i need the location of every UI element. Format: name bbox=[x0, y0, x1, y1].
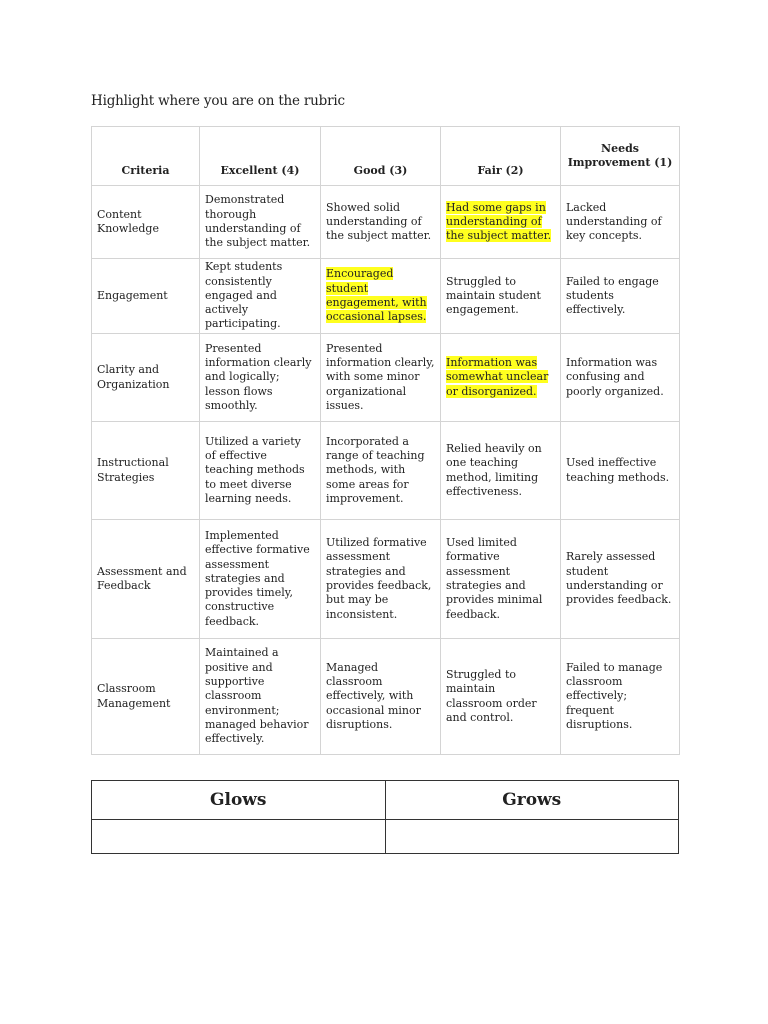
rubric-cell-needs[interactable] bbox=[561, 520, 680, 639]
rubric-cell-text: Had some gaps in understanding of the subject matter. bbox=[446, 200, 552, 243]
grows-field[interactable] bbox=[385, 820, 679, 854]
rubric-cell-needs[interactable] bbox=[561, 422, 680, 520]
rubric-cell-text: Presented information clearly, with some minor organizational issues. bbox=[326, 341, 435, 412]
header-good: Good (3) bbox=[321, 127, 441, 186]
rubric-cell-criteria[interactable] bbox=[92, 422, 200, 520]
rubric-cell-fair[interactable] bbox=[441, 334, 561, 422]
rubric-cell-text: Struggled to maintain classroom order and control. bbox=[446, 667, 537, 724]
rubric-cell-excellent[interactable] bbox=[200, 422, 321, 520]
rubric-cell-text: Classroom Management bbox=[97, 682, 171, 710]
rubric-cell-text: Used limited formative assessment strategies and provides minimal feedback. bbox=[446, 536, 543, 621]
rubric-cell-text: Information was somewhat unclear or disorganized. bbox=[446, 356, 549, 398]
rubric-cell-text: Struggled to maintain student engagement. bbox=[446, 274, 541, 317]
rubric-cell-good[interactable] bbox=[321, 520, 441, 639]
glows-header: Glows bbox=[92, 781, 386, 820]
rubric-cell-excellent[interactable] bbox=[200, 520, 321, 639]
rubric-cell-fair[interactable] bbox=[441, 422, 561, 520]
rubric-cell-text: Showed solid understanding of the subject matter. bbox=[326, 200, 432, 243]
rubric-cell-text: Kept students consistently engaged and actively participating. bbox=[205, 260, 283, 331]
rubric-cell-good[interactable] bbox=[321, 186, 441, 259]
rubric-cell-excellent[interactable] bbox=[200, 186, 321, 259]
rubric-cell-criteria[interactable] bbox=[92, 520, 200, 639]
rubric-cell-criteria[interactable] bbox=[92, 334, 200, 422]
instruction-text: Highlight where you are on the rubric bbox=[91, 93, 345, 109]
rubric-cell-needs[interactable] bbox=[561, 334, 680, 422]
header-excellent: Excellent (4) bbox=[200, 127, 321, 186]
rubric-cell-text: Instructional Strategies bbox=[97, 456, 169, 484]
rubric-cell-needs[interactable] bbox=[561, 639, 680, 755]
header-needs-improvement: Needs Improvement (1) bbox=[561, 127, 680, 186]
rubric-row bbox=[92, 639, 680, 755]
rubric-cell-excellent[interactable] bbox=[200, 259, 321, 334]
rubric-cell-good[interactable] bbox=[321, 422, 441, 520]
rubric-cell-good[interactable] bbox=[321, 639, 441, 755]
rubric-cell-text: Utilized a variety of effective teaching methods to meet diverse learning needs. bbox=[205, 434, 305, 505]
rubric-cell-fair[interactable] bbox=[441, 639, 561, 755]
rubric-cell-text: Content Knowledge bbox=[97, 207, 159, 235]
rubric-row bbox=[92, 422, 680, 520]
glows-grows-table bbox=[91, 780, 679, 854]
rubric-row bbox=[92, 186, 680, 259]
glows-field[interactable] bbox=[92, 820, 386, 854]
header-criteria: Criteria bbox=[92, 127, 200, 186]
rubric-cell-criteria[interactable] bbox=[92, 259, 200, 334]
header-fair: Fair (2) bbox=[441, 127, 561, 186]
rubric-cell-good[interactable] bbox=[321, 259, 441, 334]
rubric-cell-text: Incorporated a range of teaching methods, with some areas for improvement. bbox=[326, 434, 425, 505]
rubric-cell-criteria[interactable] bbox=[92, 639, 200, 755]
rubric-cell-text: Assessment and Feedback bbox=[97, 564, 187, 592]
rubric-cell-text: Managed classroom effectively, with occasional minor disruptions. bbox=[326, 660, 421, 731]
rubric-cell-text: Relied heavily on one teaching method, limiting effectiveness. bbox=[446, 441, 542, 498]
rubric-cell-text: Utilized formative assessment strategies and provides feedback, but may be inconsistent. bbox=[326, 536, 432, 621]
rubric-cell-criteria[interactable] bbox=[92, 186, 200, 259]
rubric-cell-text: Demonstrated thorough understanding of the subject matter. bbox=[205, 193, 311, 250]
rubric-cell-fair[interactable] bbox=[441, 259, 561, 334]
grows-header: Grows bbox=[385, 781, 679, 820]
rubric-cell-needs[interactable] bbox=[561, 186, 680, 259]
rubric-cell-text: Clarity and Organization bbox=[97, 363, 170, 391]
rubric-row bbox=[92, 520, 680, 639]
rubric-cell-excellent[interactable] bbox=[200, 639, 321, 755]
rubric-cell-text: Failed to manage classroom effectively; frequent disruptions. bbox=[566, 660, 663, 731]
rubric-cell-needs[interactable] bbox=[561, 259, 680, 334]
rubric-cell-text: Lacked understanding of key concepts. bbox=[566, 200, 662, 243]
rubric-cell-text: Encouraged student engagement, with occasional lapses. bbox=[326, 267, 427, 324]
rubric-cell-text: Implemented effective formative assessment strategies and provides timely, constructive feedback. bbox=[205, 528, 310, 628]
rubric-cell-fair[interactable] bbox=[441, 520, 561, 639]
rubric-row bbox=[92, 334, 680, 422]
rubric-cell-text: Maintained a positive and supportive classroom environment; managed behavior effectively. bbox=[205, 646, 309, 746]
rubric-cell-text: Rarely assessed student understanding or provides feedback. bbox=[566, 550, 672, 607]
rubric-cell-good[interactable] bbox=[321, 334, 441, 422]
rubric-header-row bbox=[92, 127, 680, 186]
rubric-row bbox=[92, 259, 680, 334]
rubric-cell-fair[interactable] bbox=[441, 186, 561, 259]
rubric-cell-text: Failed to engage students effectively. bbox=[566, 274, 659, 317]
rubric-cell-text: Used ineffective teaching methods. bbox=[566, 456, 670, 484]
rubric-cell-text: Information was confusing and poorly organized. bbox=[566, 356, 664, 398]
rubric-cell-text: Engagement bbox=[97, 288, 168, 302]
rubric-cell-excellent[interactable] bbox=[200, 334, 321, 422]
rubric-cell-text: Presented information clearly and logically; lesson flows smoothly. bbox=[205, 341, 312, 412]
rubric-table bbox=[91, 126, 680, 755]
